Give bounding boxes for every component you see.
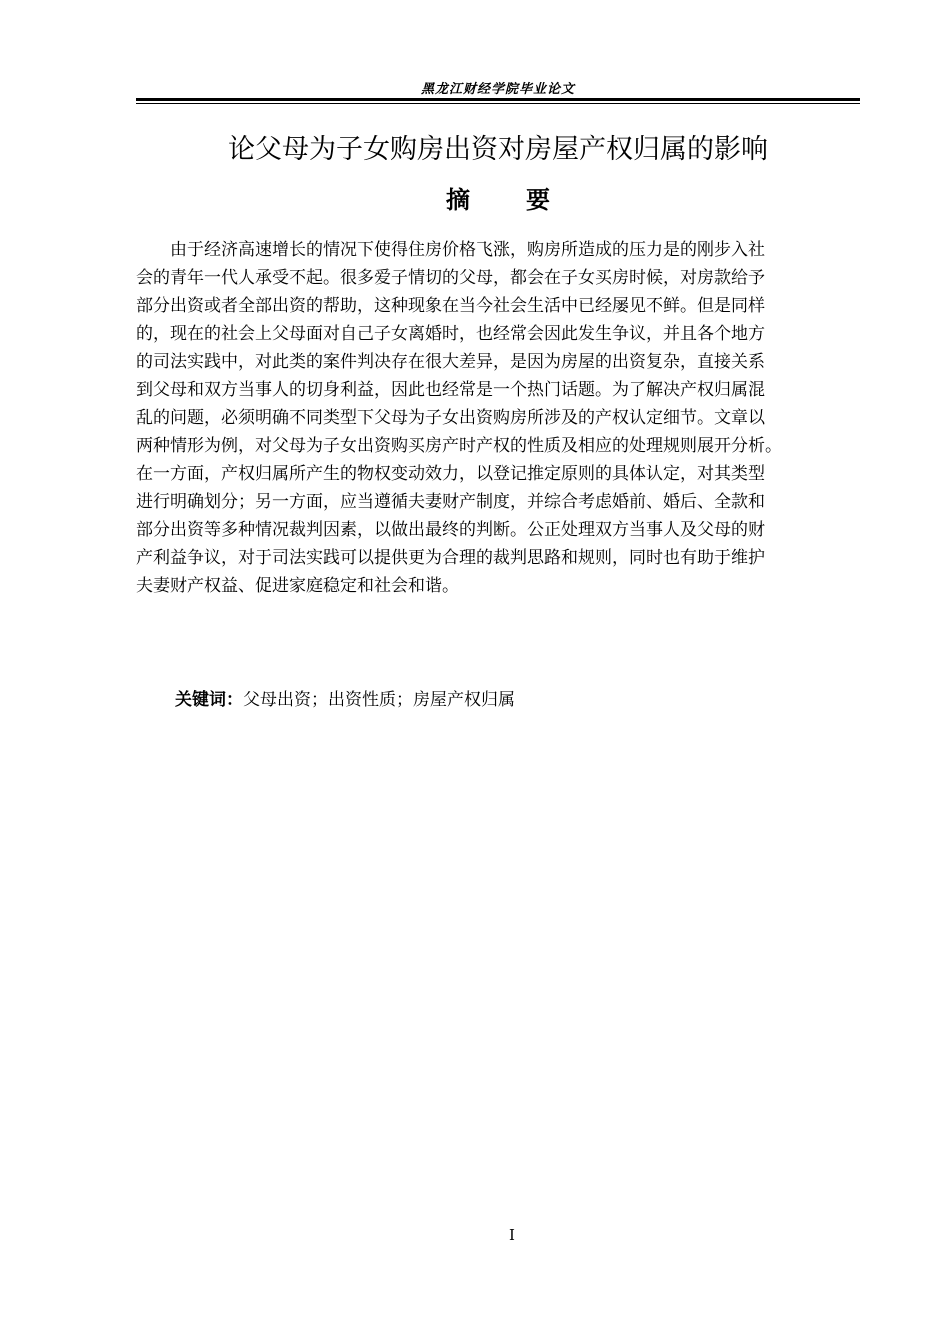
page-number: I xyxy=(509,1226,515,1244)
abstract-heading xyxy=(136,182,860,218)
abstract-line: 部分出资或者全部出资的帮助，这种现象在当今社会生活中已经屡见不鲜。但是同样 xyxy=(136,296,765,316)
abstract-line: 的，现在的社会上父母面对自己子女离婚时，也经常会因此发生争议，并且各个地方 xyxy=(136,324,765,344)
abstract-line: 产利益争议，对于司法实践可以提供更为合理的裁判思路和规则，同时也有助于维护 xyxy=(136,548,765,568)
abstract-line: 进行明确划分；另一方面，应当遵循夫妻财产制度，并综合考虑婚前、婚后、全款和 xyxy=(136,492,765,512)
abstract-body xyxy=(136,236,860,600)
header-rule-thin xyxy=(136,103,860,104)
running-header: 黑龙江财经学院毕业论文 xyxy=(420,82,575,97)
abstract-line: 乱的问题，必须明确不同类型下父母为子女出资购房所涉及的产权认定细节。文章以 xyxy=(136,408,765,428)
abstract-heading-char-1: 摘 xyxy=(446,186,470,214)
paper-title: 论父母为子女购房出资对房屋产权归属的影响 xyxy=(228,134,768,165)
header-rule-thick xyxy=(136,98,860,101)
abstract-line: 到父母和双方当事人的切身利益，因此也经常是一个热门话题。为了解决产权归属混 xyxy=(136,380,765,400)
abstract-line: 由于经济高速增长的情况下使得住房价格飞涨，购房所造成的压力是的刚步入社 xyxy=(136,240,765,260)
keywords-text: 父母出资；出资性质；房屋产权归属 xyxy=(243,690,515,710)
abstract-line: 在一方面，产权归属所产生的物权变动效力，以登记推定原则的具体认定，对其类型 xyxy=(136,464,765,484)
keywords-label: 关键词： xyxy=(175,690,243,710)
abstract-line: 部分出资等多种情况裁判因素，以做出最终的判断。公正处理双方当事人及父母的财 xyxy=(136,520,765,540)
abstract-line: 两种情形为例，对父母为子女出资购买房产时产权的性质及相应的处理规则展开分析。 xyxy=(136,436,782,456)
abstract-line: 会的青年一代人承受不起。很多爱子情切的父母，都会在子女买房时候，对房款给予 xyxy=(136,268,765,288)
abstract-line: 的司法实践中，对此类的案件判决存在很大差异，是因为房屋的出资复杂，直接关系 xyxy=(136,352,765,372)
keywords xyxy=(175,686,515,714)
abstract-line: 夫妻财产权益、促进家庭稳定和社会和谐。 xyxy=(136,576,459,596)
abstract-heading-char-2: 要 xyxy=(526,186,550,214)
